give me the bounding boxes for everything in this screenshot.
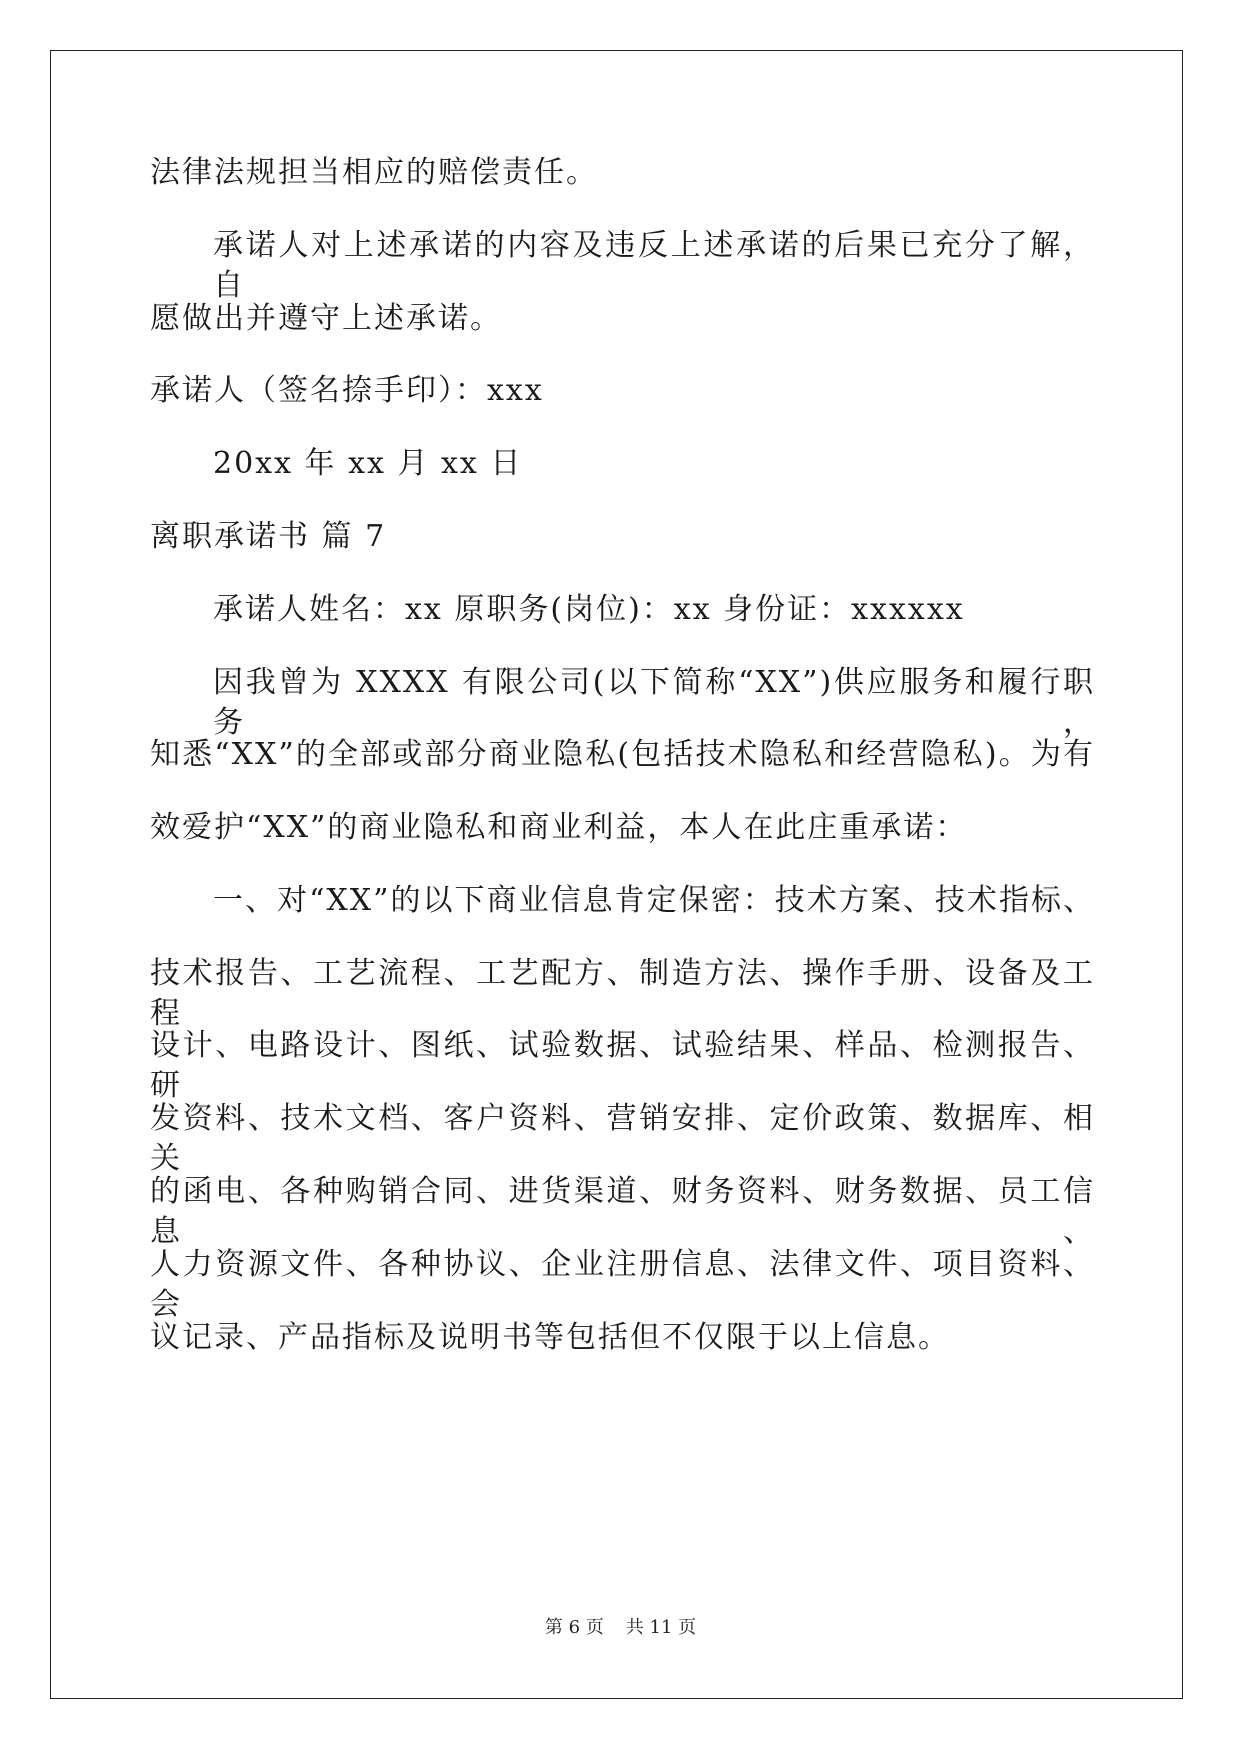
text-line: 一、对“XX”的以下商业信息肯定保密：技术方案、技术指标、 — [213, 883, 1095, 918]
text-line: 技术报告、工艺流程、工艺配方、制造方法、操作手册、设备及工程 — [150, 956, 1095, 1031]
text-line: 法律法规担当相应的赔偿责任。 — [150, 155, 598, 190]
page-number: 第 6 页 — [544, 1617, 604, 1638]
text-line: 承诺人姓名：xx 原职务(岗位)：xx 身份证：xxxxxx — [213, 592, 965, 627]
date-line: 20xx 年 xx 月 xx 日 — [213, 446, 523, 481]
text-line: 发资料、技术文档、客户资料、营销安排、定价政策、数据库、相关 — [150, 1101, 1095, 1176]
text-line: 效爱护“XX”的商业隐私和商业利益，本人在此庄重承诺： — [150, 810, 968, 845]
text-line: 因我曾为 XXXX 有限公司(以下简称“XX”)供应服务和履行职务， — [213, 665, 1095, 740]
page-footer — [0, 1616, 1241, 1640]
text-line: 的函电、各种购销合同、进货渠道、财务资料、财务数据、员工信息、 — [150, 1174, 1095, 1249]
text-line: 愿做出并遵守上述承诺。 — [150, 301, 502, 336]
page-total: 共 11 页 — [625, 1617, 697, 1638]
text-line: 承诺人对上述承诺的内容及违反上述承诺的后果已充分了解，自 — [213, 228, 1095, 303]
text-line: 知悉“XX”的全部或部分商业隐私(包括技术隐私和经营隐私)。为有 — [150, 737, 1095, 772]
text-line: 人力资源文件、各种协议、企业注册信息、法律文件、项目资料、会 — [150, 1247, 1095, 1322]
section-heading: 离职承诺书 篇 7 — [150, 519, 387, 554]
text-line: 设计、电路设计、图纸、试验数据、试验结果、样品、检测报告、研 — [150, 1028, 1095, 1103]
text-line: 议记录、产品指标及说明书等包括但不仅限于以上信息。 — [150, 1320, 950, 1355]
signature-line: 承诺人（签名捺手印）：xxx — [150, 373, 544, 408]
